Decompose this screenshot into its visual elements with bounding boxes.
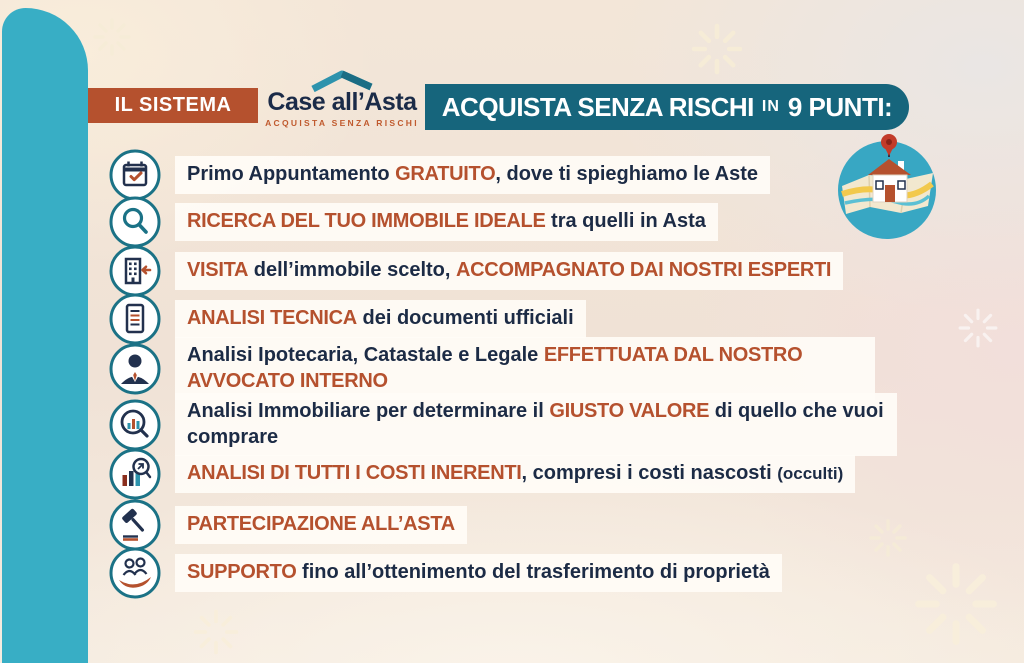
chart-magnifier-icon [108, 398, 162, 452]
calendar-check-icon [108, 148, 162, 202]
gavel-icon [108, 498, 162, 552]
list-item [108, 244, 843, 298]
bottom-edge [0, 663, 1024, 668]
point-text-band [175, 554, 782, 592]
point-text: SUPPORTO fino all’ottenimento del trasferimento di proprietà [187, 561, 770, 584]
list-item [108, 498, 467, 552]
point-text-band [175, 156, 770, 194]
point-text: RICERCA DEL TUO IMMOBILE IDEALE tra quelli in Asta [187, 210, 706, 233]
point-text-band [175, 506, 467, 544]
list-item [108, 546, 782, 600]
lawyer-icon [108, 342, 162, 396]
sparkle-icon [92, 17, 132, 57]
list-item [108, 195, 718, 249]
point-text: Primo Appuntamento GRATUITO, dove ti spieghiamo le Aste [187, 163, 759, 186]
costs-chart-icon [108, 447, 162, 501]
point-text: ANALISI DI TUTTI I COSTI INERENTI, compresi i costi nascosti (occulti) [187, 462, 844, 485]
point-text-band [175, 337, 875, 400]
logo-name: Case all’Asta [267, 88, 417, 116]
title-banner [425, 84, 909, 130]
point-text-band [175, 455, 855, 493]
title-in: IN [761, 98, 780, 115]
point-text: VISITA dell’immobile scelto, ACCOMPAGNATO DAI NOSTRI ESPERTI [187, 259, 832, 282]
list-item [108, 148, 770, 202]
list-item [108, 337, 875, 400]
system-badge: IL SISTEMA [88, 88, 258, 123]
magnifier-icon [108, 195, 162, 249]
point-text: PARTECIPAZIONE ALL’ASTA [187, 513, 455, 536]
point-text: Analisi Immobiliare per determinare il GIUSTO VALORE di quello che vuoi comprare [187, 400, 884, 448]
list-item [108, 447, 855, 501]
support-hands-icon [108, 546, 162, 600]
left-accent-strip [2, 8, 88, 663]
point-text-band [175, 203, 718, 241]
point-text: Analisi Ipotecaria, Catastale e Legale EFFETTUATA DAL NOSTRO AVVOCATO INTERNO [187, 344, 803, 392]
sparkle-icon [690, 22, 744, 76]
logo-tagline: ACQUISTA SENZA RISCHI [265, 118, 419, 128]
point-text-band [175, 300, 586, 338]
sparkle-icon [957, 307, 999, 349]
title-main-left: ACQUISTA SENZA RISCHI [441, 91, 754, 122]
point-text: ANALISI TECNICA dei documenti ufficiali [187, 307, 574, 330]
building-visit-icon [108, 244, 162, 298]
map-illustration [832, 130, 942, 242]
title-main-right: 9 PUNTI: [787, 91, 893, 122]
sparkle-icon [868, 518, 908, 558]
brand-logo [260, 70, 424, 128]
sparkle-icon [192, 608, 240, 656]
sparkle-icon [912, 560, 1000, 648]
point-text-band [175, 252, 843, 290]
